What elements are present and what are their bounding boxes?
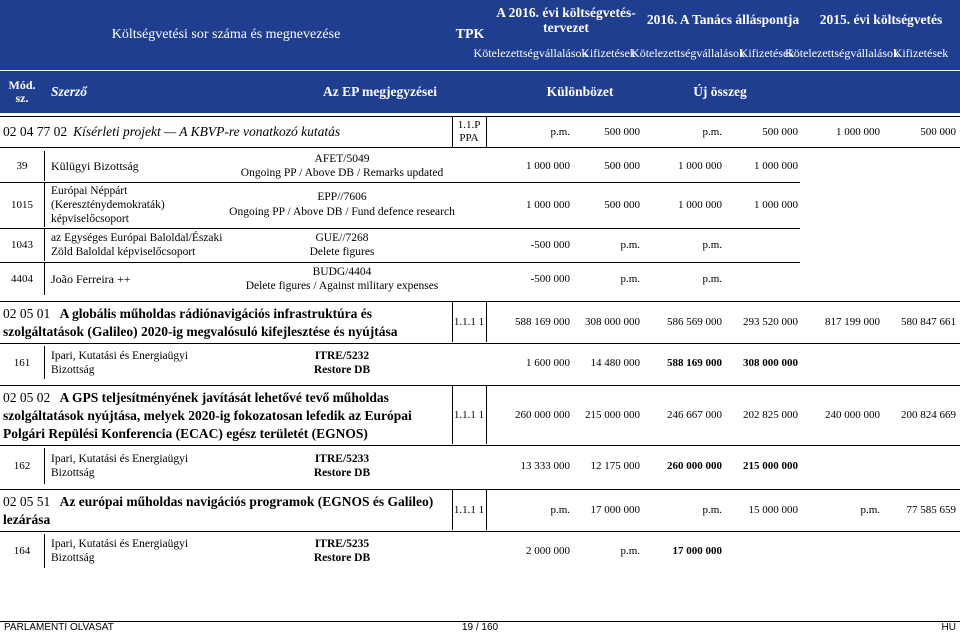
header-group-1 xyxy=(473,0,644,70)
header-tpk-cell xyxy=(452,0,488,70)
page-number: 19 / 160 xyxy=(461,622,499,633)
diff-commitment: -500 000 xyxy=(530,273,570,285)
value-cell: 293 520 000 xyxy=(743,316,798,328)
value-cell: 586 569 000 xyxy=(667,316,722,328)
header-g2-kotel: Kötelezettségvállalások xyxy=(631,45,745,60)
value-cell: p.m. xyxy=(550,504,570,516)
header-group-2 xyxy=(631,0,802,70)
header-szerzo: Szerző xyxy=(51,84,88,99)
amendment-note: Ongoing PP / Above DB / Remarks updated xyxy=(240,167,444,179)
header-group-3 xyxy=(785,0,960,70)
amendment-remark xyxy=(232,448,452,484)
budget-line-name: Az európai műholdas navigációs programok (EGNOS és Galileo) lezárása xyxy=(3,494,434,527)
amendment-number: 1043 xyxy=(11,239,33,251)
header-mod: Mód. sz. xyxy=(8,78,36,105)
amendment-ref: ITRE/5235 xyxy=(314,538,370,550)
value-cell: 202 825 000 xyxy=(743,409,798,421)
budget-line-code: 02 05 02 xyxy=(3,390,51,405)
diff-payment: p.m. xyxy=(620,545,640,557)
header-g1-title: A 2016. évi költségvetés-tervezet xyxy=(496,5,636,35)
footer-left: PARLAMENTI OLVASAT xyxy=(4,622,114,633)
value-cell: p.m. xyxy=(702,504,722,516)
new-payment: 1 000 000 xyxy=(754,160,798,172)
diff-payment: 12 175 000 xyxy=(590,460,640,472)
amendment-author: Ipari, Kutatási és Energiaügyi Bizottság xyxy=(51,453,189,479)
amendment-remark xyxy=(232,229,452,261)
amendment-note: Restore DB xyxy=(313,467,371,479)
amendment-note: Restore DB xyxy=(313,552,371,564)
budget-line-code: 02 05 01 xyxy=(3,306,51,321)
value-cell: 77 585 659 xyxy=(906,504,956,516)
header-uj-osszeg: Új összeg xyxy=(693,84,747,99)
diff-payment: 14 480 000 xyxy=(590,356,640,369)
value-cell: 246 667 000 xyxy=(667,409,722,421)
diff-commitment: 1 600 000 xyxy=(526,356,570,369)
amendment-author: Ipari, Kutatási és Energiaügyi Bizottság xyxy=(51,538,189,564)
budget-line-code: 02 04 77 02 xyxy=(3,124,68,139)
value-cell: 500 000 xyxy=(604,126,640,138)
budget-line-name: Kísérleti projekt — A KBVP-re vonatkozó kutatás xyxy=(73,124,341,139)
budget-line-tpk: 1.1.1 1 xyxy=(453,315,485,328)
value-cell: 817 199 000 xyxy=(825,316,880,328)
value-cell: 260 000 000 xyxy=(515,409,570,421)
amendment-remark xyxy=(232,346,452,379)
diff-payment: 500 000 xyxy=(604,160,640,172)
header-g1-kotel: Kötelezettségvállalások xyxy=(473,45,588,60)
budget-line-title xyxy=(3,117,452,147)
amendment-number: 1015 xyxy=(11,199,33,211)
diff-commitment: 1 000 000 xyxy=(526,199,570,211)
budget-line-title xyxy=(3,302,449,342)
diff-payment: 500 000 xyxy=(604,199,640,211)
header-row-2 xyxy=(0,71,960,113)
diff-commitment: -500 000 xyxy=(530,239,570,251)
header-title-cell xyxy=(0,0,452,70)
amendment-remark xyxy=(222,183,462,227)
amendment-ref: AFET/5049 xyxy=(314,153,370,165)
diff-commitment: 1 000 000 xyxy=(526,160,570,172)
value-cell: 1 000 000 xyxy=(836,126,880,138)
value-cell: 500 000 xyxy=(920,126,956,138)
budget-line-name: A GPS teljesítményének javítását lehetővé tevő műholdas szolgáltatások nyújtása, melyek 2020-ig fokozatosan lefedik az Európai Polgári Repülési Konferencia (ECAC) egész területét (EGNOS) xyxy=(3,390,412,441)
header-col-title: Költségvetési sor száma és megnevezése xyxy=(111,27,341,42)
amendment-ref: ITRE/5232 xyxy=(314,349,370,362)
value-cell: 308 000 000 xyxy=(585,316,640,328)
value-cell: 15 000 000 xyxy=(748,504,798,516)
header-tpk: TPK xyxy=(455,27,485,42)
new-commitment: p.m. xyxy=(702,273,722,285)
header-g3-title: 2015. évi költségvetés xyxy=(819,12,943,27)
amendment-ref: ITRE/5233 xyxy=(314,453,370,465)
budget-line-name: A globális műholdas rádiónavigációs infrastruktúra és szolgáltatások (Galileo) 2020-ig megvalósuló kifejlesztése és nyújtása xyxy=(3,306,398,339)
amendment-author: Ipari, Kutatási és Energiaügyi Bizottság xyxy=(51,349,189,376)
new-commitment: 260 000 000 xyxy=(667,460,722,472)
amendment-note: Delete figures / Against military expenses xyxy=(245,280,439,292)
value-cell: 588 169 000 xyxy=(515,316,570,328)
amendment-remark xyxy=(222,263,462,295)
new-commitment: 1 000 000 xyxy=(678,160,722,172)
value-cell: 215 000 000 xyxy=(585,409,640,421)
amendment-number: 162 xyxy=(13,460,31,472)
value-cell: 200 824 669 xyxy=(901,409,956,421)
amendment-note: Delete figures xyxy=(309,246,375,258)
budget-line-tpk: 1.1.P PPA xyxy=(457,119,481,144)
budget-line-tpk: 1.1.1 1 xyxy=(453,408,485,421)
amendment-ref: EPP//7606 xyxy=(317,191,367,203)
amendment-number: 161 xyxy=(13,356,31,369)
new-commitment: 588 169 000 xyxy=(667,356,722,369)
new-payment: 215 000 000 xyxy=(743,460,798,472)
amendment-number: 164 xyxy=(13,545,31,557)
header-g2-kifiz: Kifizetések xyxy=(739,45,795,60)
amendment-author: az Egységes Európai Baloldal/Északi Zöld Baloldal képviselőcsoport xyxy=(51,232,223,258)
new-commitment: p.m. xyxy=(702,239,722,251)
budget-line-title xyxy=(3,490,449,530)
amendment-remark xyxy=(232,151,452,181)
amendment-author: Európai Néppárt (Kereszténydemokraták) képviselőcsoport xyxy=(51,185,165,225)
amendment-ref: GUE//7268 xyxy=(315,232,369,244)
amendment-number: 39 xyxy=(16,160,28,172)
amendment-author: João Ferreira ++ xyxy=(51,271,131,286)
value-cell: p.m. xyxy=(550,126,570,138)
diff-payment: p.m. xyxy=(620,239,640,251)
new-payment: 308 000 000 xyxy=(743,356,798,369)
value-cell: p.m. xyxy=(860,504,880,516)
value-cell: p.m. xyxy=(702,126,722,138)
value-cell: 17 000 000 xyxy=(590,504,640,516)
header-g1-kifiz: Kifizetések xyxy=(581,45,636,60)
diff-commitment: 2 000 000 xyxy=(526,545,570,557)
budget-line-code: 02 05 51 xyxy=(3,494,51,509)
value-cell: 240 000 000 xyxy=(825,409,880,421)
new-payment: 1 000 000 xyxy=(754,199,798,211)
new-commitment: 17 000 000 xyxy=(672,545,722,557)
value-cell: 500 000 xyxy=(762,126,798,138)
header-ep: Az EP megjegyzései xyxy=(323,84,437,99)
budget-line-title xyxy=(3,386,449,444)
amendment-note: Ongoing PP / Above DB / Fund defence research xyxy=(229,206,455,218)
amendment-author: Külügyi Bizottság xyxy=(51,158,139,173)
amendment-number: 4404 xyxy=(11,273,33,285)
header-g3-kotel: Kötelezettségvállalások xyxy=(785,45,899,60)
amendment-ref: BUDG/4404 xyxy=(312,266,372,278)
amendment-note: Restore DB xyxy=(313,363,371,376)
header-g3-kifiz: Kifizetések xyxy=(893,45,949,60)
amendment-remark xyxy=(232,534,452,568)
budget-line-tpk: 1.1.1 1 xyxy=(453,503,485,516)
header-kulonbozet: Különbözet xyxy=(546,84,614,99)
diff-commitment: 13 333 000 xyxy=(520,460,570,472)
header-g2-title: 2016. A Tanács álláspontja xyxy=(646,12,800,27)
value-cell: 580 847 661 xyxy=(901,316,956,328)
diff-payment: p.m. xyxy=(620,273,640,285)
new-commitment: 1 000 000 xyxy=(678,199,722,211)
footer-right: HU xyxy=(941,622,956,633)
